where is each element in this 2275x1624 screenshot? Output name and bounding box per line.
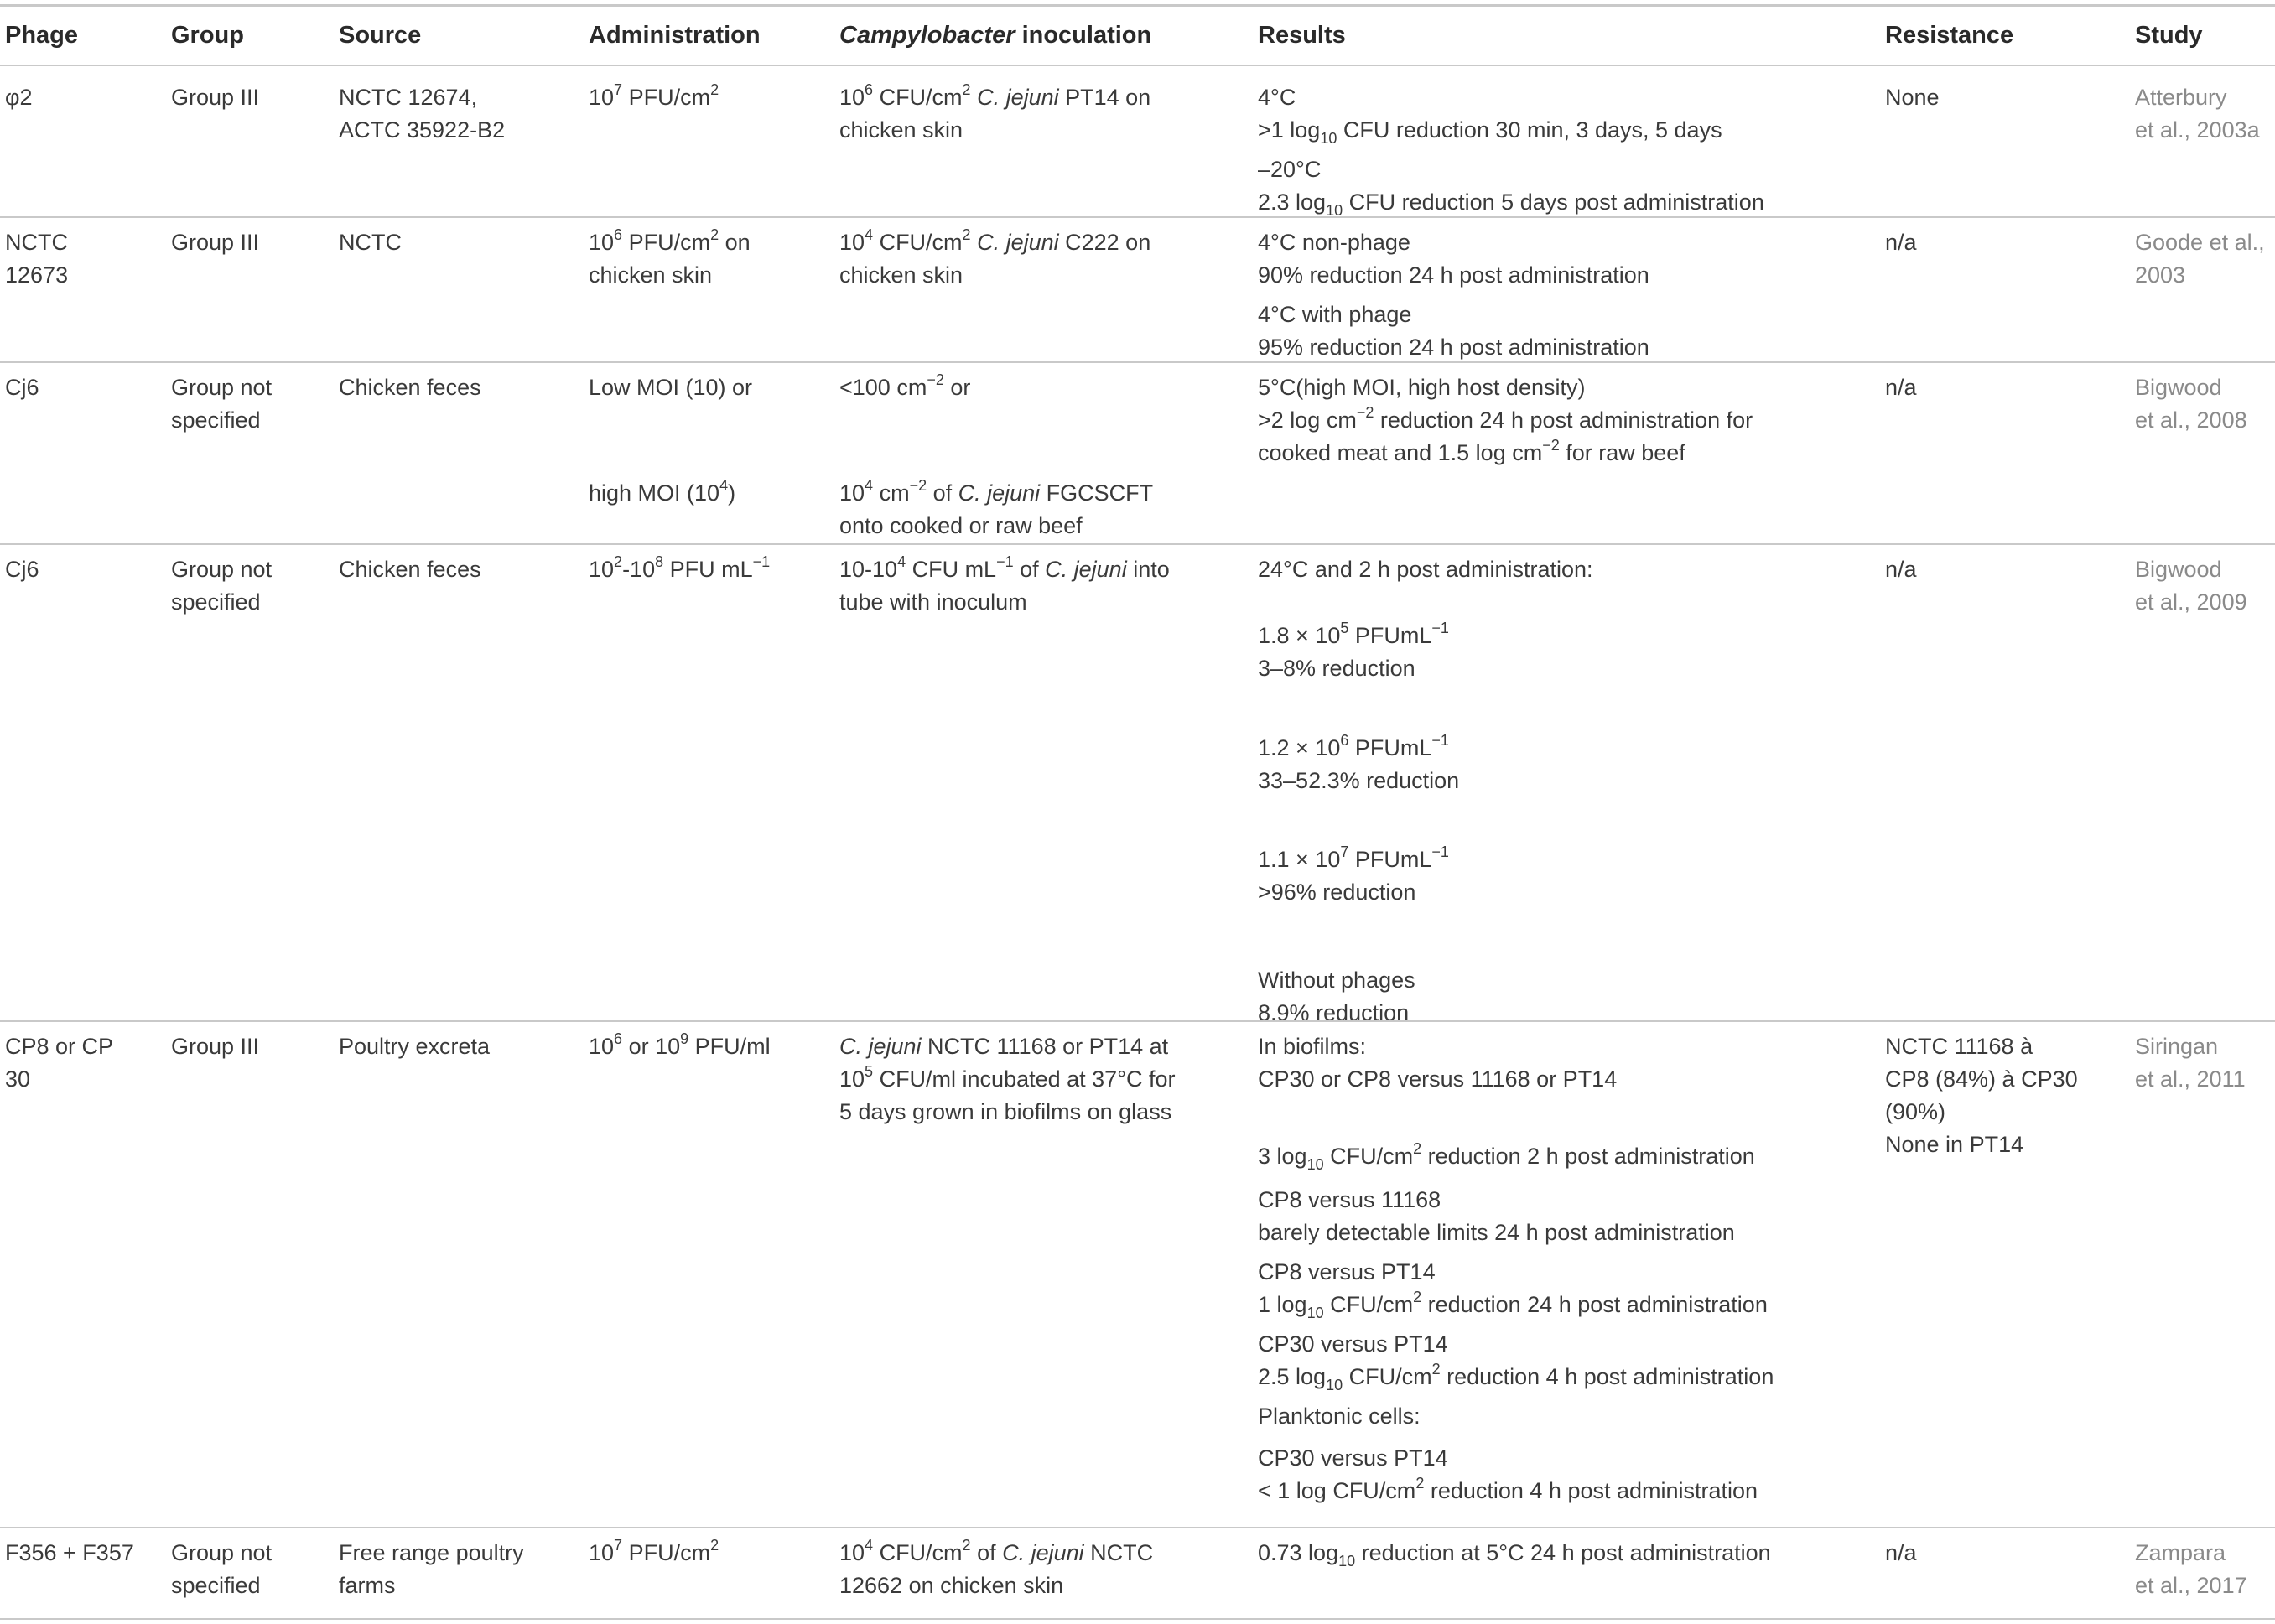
cell-phage: φ2 xyxy=(5,85,33,110)
header-source: Source xyxy=(339,22,422,49)
cell-phage: CP8 or CP 30 xyxy=(5,1034,114,1092)
cell-resistance: n/a xyxy=(1885,1540,1917,1565)
cell-results: 5°C(high MOI, high host density) >2 $\log cm^{-2}$ reduction 24 h post administration for cooked meat and 1.5 $\log cm^{-2}$ for raw beef xyxy=(1258,375,1753,465)
cell-group: Group III xyxy=(171,1034,260,1059)
cell-study: Bigwood et al., 2008 xyxy=(2135,375,2247,433)
cell-source: Chicken feces xyxy=(339,375,481,400)
cell-administration: $10^7$ PFU/$cm^2$ xyxy=(589,1537,719,1565)
cell-inoculation: $10^6$ CFU/$cm^2$ C. jejuni PT14 on chicken skin xyxy=(839,81,1151,143)
row-rule xyxy=(0,216,2275,218)
cell-resistance: None xyxy=(1885,85,1940,110)
header-study: Study xyxy=(2135,22,2203,49)
cell-results: Without phages 8.9% reduction xyxy=(1258,968,1415,1025)
cell-administration: Low MOI (10) or xyxy=(589,375,753,400)
header-phage: Phage xyxy=(5,22,79,49)
cell-group: Group III xyxy=(171,85,260,110)
cell-group: Group III xyxy=(171,230,260,255)
row-rule xyxy=(0,361,2275,363)
cell-results: 4°C >1 $\log_{10}$ CFU reduction 30 min, 3 days, 5 days xyxy=(1258,85,1722,147)
cell-results: 3 $\log_{10} CFU/cm^2$ reduction 2 h post administration xyxy=(1258,1140,1755,1173)
cell-phage: Cj6 xyxy=(5,375,39,400)
cell-group: Group not specified xyxy=(171,375,273,433)
cell-inoculation: $10^4$ CFU/$cm^2$ of C. jejuni NCTC 12662 on chicken skin xyxy=(839,1537,1154,1598)
cell-study: Zampara et al., 2017 xyxy=(2135,1540,2247,1598)
header-resistance: Resistance xyxy=(1885,22,2014,49)
cell-inoculation: <100 $cm^{-2}$ or xyxy=(839,371,971,400)
cell-phage: NCTC 12673 xyxy=(5,230,69,288)
cell-source: NCTC 12674, ACTC 35922-B2 xyxy=(339,85,506,143)
cell-inoculation: $10^4$ $cm^{-2}$ of C. jejuni FGCSCFT onto cooked or raw beef xyxy=(839,477,1154,538)
header-rule xyxy=(0,65,2275,66)
header-inoculation xyxy=(839,21,1151,49)
cell-resistance: n/a xyxy=(1885,557,1917,582)
cell-administration: high MOI $(10^4)$ xyxy=(589,477,736,506)
cell-study: Goode et al., 2003 xyxy=(2135,230,2265,288)
cell-results: In biofilms: CP30 or CP8 versus 11168 or PT14 xyxy=(1258,1034,1618,1092)
cell-phage: F356 + F357 xyxy=(5,1540,134,1565)
cell-results: CP30 versus PT14 xyxy=(1258,1445,1448,1471)
cell-results: $1.8 \times 10^5$ PFUmL$^{-1}$ 3–8% reduction xyxy=(1258,620,1449,681)
header-inoculation-genus: Campylobacter xyxy=(839,22,1015,49)
cell-administration: $10^6$ or $10^9$ PFU/ml xyxy=(589,1030,771,1059)
header-group: Group xyxy=(171,22,244,49)
cell-resistance: n/a xyxy=(1885,375,1917,400)
cell-results: –20°C 2.3 $\log_{10}$ CFU reduction 5 days post administration xyxy=(1258,157,1764,219)
cell-administration: $10^6$ PFU/$cm^2$ on chicken skin xyxy=(589,226,751,288)
row-rule xyxy=(0,543,2275,545)
cell-phage: Cj6 xyxy=(5,557,39,582)
cell-results: 1 $\log_{10} CFU/cm^2$ reduction 24 h post administration xyxy=(1258,1289,1768,1321)
cell-resistance: NCTC 11168 à CP8 (84%) à CP30 (90%) None in PT14 xyxy=(1885,1034,2078,1157)
table-bottom-rule xyxy=(0,1618,2275,1620)
cell-results: CP8 versus PT14 xyxy=(1258,1259,1436,1284)
cell-group: Group not specified xyxy=(171,1540,273,1598)
cell-results: $1.2 \times 10^6$ PFUmL$^{-1}$ 33–52.3% reduction xyxy=(1258,732,1460,793)
cell-source: Poultry excreta xyxy=(339,1034,491,1059)
cell-results: 4°C with phage 95% reduction 24 h post administration xyxy=(1258,302,1649,360)
cell-administration: $10^7$ PFU/$cm^2$ xyxy=(589,81,719,110)
cell-source: NCTC xyxy=(339,230,402,255)
cell-results: CP30 versus PT14 xyxy=(1258,1331,1448,1357)
cell-results: Planktonic cells: xyxy=(1258,1403,1421,1429)
cell-study: Atterbury et al., 2003a xyxy=(2135,85,2260,143)
cell-source: Free range poultry farms xyxy=(339,1540,524,1598)
cell-source: Chicken feces xyxy=(339,557,481,582)
cell-results: barely detectable limits 24 h post administration xyxy=(1258,1220,1735,1245)
cell-results: 2.5 $\log_{10} CFU/cm^2$ reduction 4 h post administration xyxy=(1258,1361,1774,1393)
cell-study: Bigwood et al., 2009 xyxy=(2135,557,2247,615)
cell-results: < 1 log CFU/$cm^2$ reduction 4 h post administration xyxy=(1258,1475,1758,1503)
row-rule xyxy=(0,1020,2275,1022)
header-administration: Administration xyxy=(589,22,761,49)
cell-results: 4°C non-phage 90% reduction 24 h post administration xyxy=(1258,230,1649,288)
header-inoculation-rest: inoculation xyxy=(1015,22,1152,49)
cell-study: Siringan et al., 2011 xyxy=(2135,1034,2246,1092)
header-results: Results xyxy=(1258,22,1346,49)
cell-resistance: n/a xyxy=(1885,230,1917,255)
cell-inoculation: C. jejuni NCTC 11168 or PT14 at $10^5$ CFU/ml incubated at 37°C for 5 days grown in biofilms on glass xyxy=(839,1034,1176,1124)
cell-results: $1.1 \times 10^7$ PFUmL$^{-1}$ >96% reduction xyxy=(1258,843,1449,905)
cell-administration: $10^2-10^8$ PFU $mL^{-1}$ xyxy=(589,553,771,582)
cell-results: 0.73 $\log_{10}$ reduction at 5°C 24 h post administration xyxy=(1258,1540,1771,1570)
cell-group: Group not specified xyxy=(171,557,273,615)
cell-inoculation: $10-10^4$ CFU $mL^{-1}$ of C. jejuni into tube with inoculum xyxy=(839,553,1170,615)
cell-results: CP8 versus 11168 xyxy=(1258,1187,1441,1212)
table-top-rule xyxy=(0,4,2275,7)
row-rule xyxy=(0,1527,2275,1528)
cell-inoculation: $10^4$ CFU/$cm^2$ C. jejuni C222 on chicken skin xyxy=(839,226,1151,288)
cell-results: 24°C and 2 h post administration: xyxy=(1258,557,1593,582)
